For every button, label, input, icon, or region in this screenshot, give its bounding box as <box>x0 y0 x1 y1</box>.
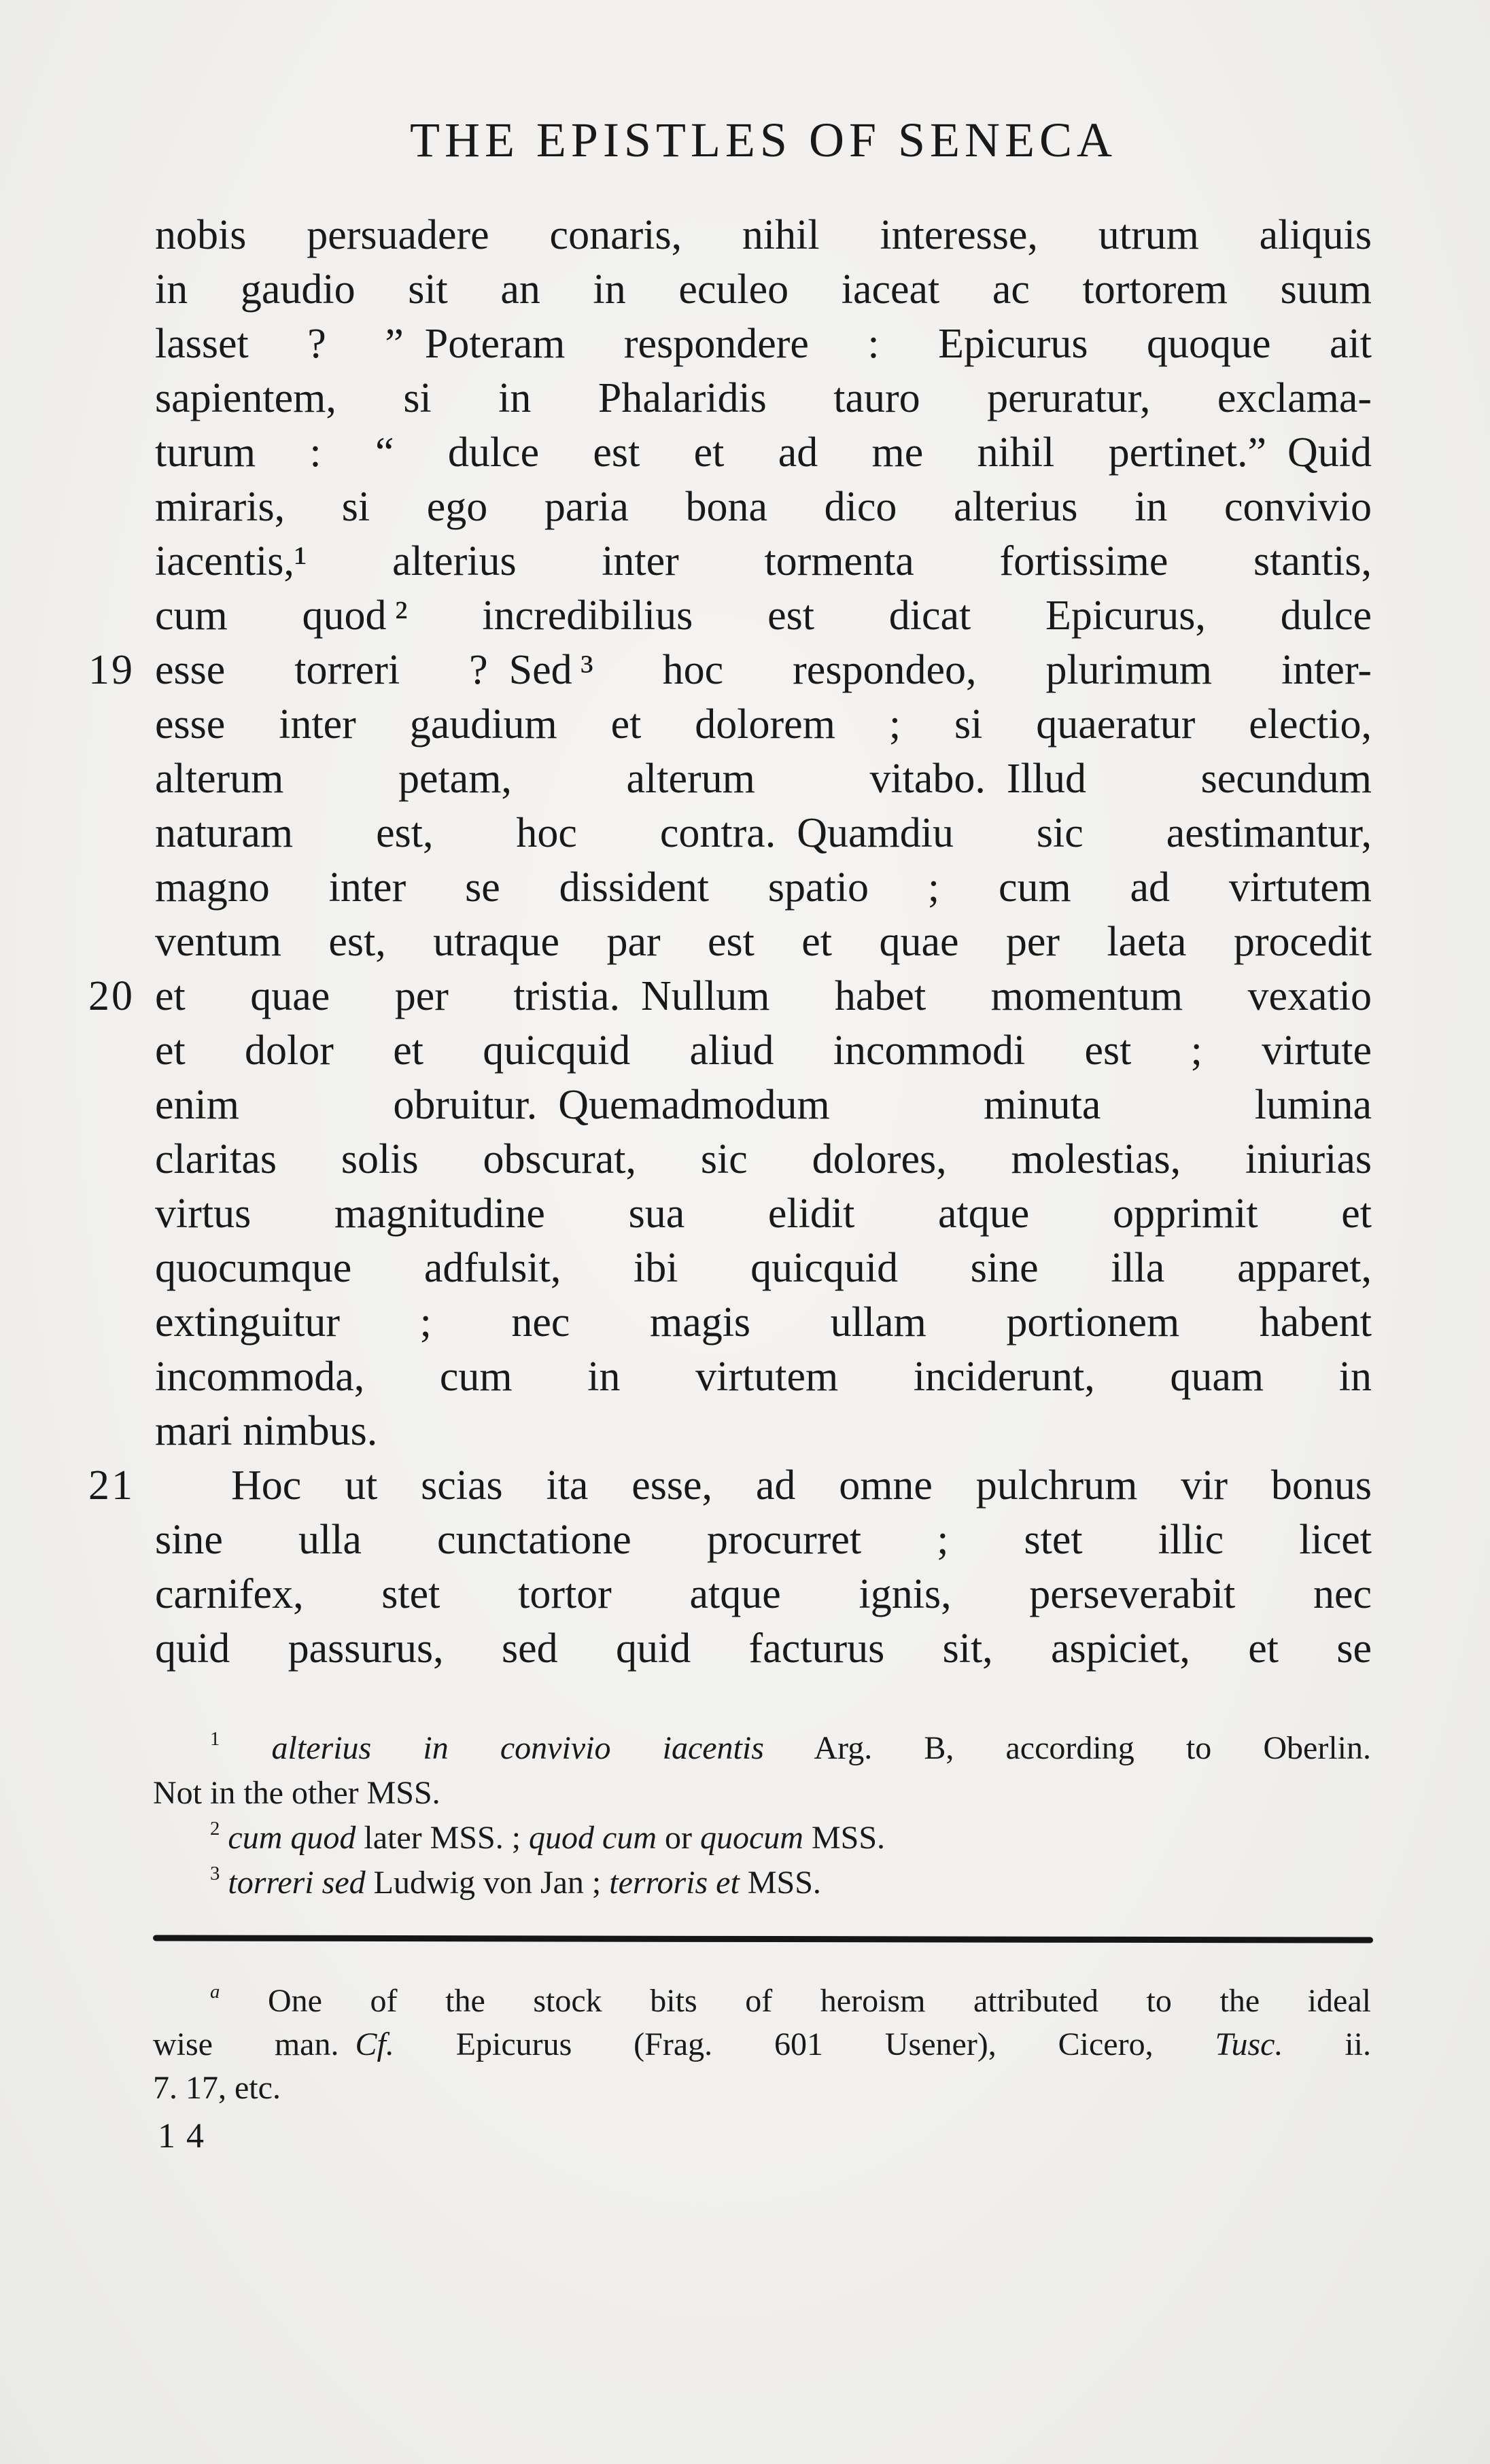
footnote-separator-rule <box>153 1935 1373 1943</box>
note-a-line-2 <box>153 2023 1371 2066</box>
footnote-3-lemma: torreri sed <box>220 1865 366 1901</box>
body-line-text: ventum est, utraque par est et quae per laeta procedit <box>155 919 1372 965</box>
explanatory-note <box>153 1979 1371 2110</box>
footnote-1 <box>153 1726 1371 1771</box>
body-line <box>155 915 1372 969</box>
body-line-text: quid passurus, sed quid facturus sit, aspiciet, et se <box>155 1625 1372 1672</box>
body-line-text: Hoc ut scias ita esse, ad omne pulchrum vir bonus <box>231 1462 1372 1509</box>
body-line-text: naturam est, hoc contra. Quamdiu sic aestimantur, <box>155 810 1372 856</box>
body-line-text: extinguitur ; nec magis ullam portionem habent <box>155 1299 1372 1345</box>
body-line <box>155 1621 1372 1676</box>
body-line <box>155 425 1372 480</box>
footnote-3-note: Ludwig von Jan ; <box>365 1865 610 1901</box>
body-line <box>155 1132 1372 1186</box>
body-line-text: mari nimbus. <box>155 1408 378 1454</box>
body-line-text: miraris, si ego paria bona dico alterius in convivio <box>155 484 1372 530</box>
footnote-2-note: later MSS. ; <box>356 1820 530 1856</box>
body-line-text: incommoda, cum in virtutem inciderunt, quam in <box>155 1354 1372 1400</box>
note-a-tusc: Tusc. <box>1215 2026 1283 2062</box>
footnote-1-note: Arg. B, according to Oberlin. <box>763 1730 1372 1766</box>
footnote-1-note2: Not in the other MSS. <box>153 1775 440 1811</box>
body-line <box>88 969 1372 1023</box>
critical-footnotes <box>153 1726 1371 1905</box>
footnote-2-lemma: cum quod <box>220 1820 356 1856</box>
body-line <box>155 1567 1372 1621</box>
section-number-21: 21 <box>88 1462 135 1509</box>
body-line-text: virtus magnitudine sua elidit atque opprimit et <box>155 1191 1372 1237</box>
body-line <box>155 588 1372 643</box>
body-line <box>155 480 1372 534</box>
body-line-text: enim obruitur. Quemadmodum minuta lumina <box>155 1082 1372 1128</box>
body-line-text: quocumque adfulsit, ibi quicquid sine illa apparet, <box>155 1245 1372 1291</box>
section-number-19: 19 <box>88 647 135 693</box>
note-a-text4: ii. <box>1283 2026 1371 2062</box>
body-line-text: magno inter se dissident spatio ; cum ad virtutem <box>155 864 1372 911</box>
section-number-20: 20 <box>88 973 135 1019</box>
body-line-text: claritas solis obscurat, sic dolores, molestias, iniurias <box>155 1136 1372 1182</box>
body-line-text: esse torreri ? Sed ³ hoc respondeo, plurimum inter- <box>155 647 1372 693</box>
body-line <box>155 1350 1372 1404</box>
note-a-line-1 <box>153 1979 1371 2023</box>
body-line-text: alterum petam, alterum vitabo. Illud secundum <box>155 756 1372 802</box>
note-a-text: One of the stock bits of heroism attributed to the ideal <box>220 1983 1371 2019</box>
body-line <box>155 1295 1372 1350</box>
footnote-2-variant2: quocum <box>700 1820 803 1856</box>
footnote-2-marker: 2 <box>210 1817 220 1840</box>
footnote-2-note2: or <box>657 1820 700 1856</box>
body-line-text: sine ulla cunctatione procurret ; stet illic licet <box>155 1517 1372 1563</box>
body-line <box>155 1023 1372 1078</box>
footnote-1-marker: 1 <box>210 1727 220 1750</box>
body-line-paragraph-start <box>88 1458 1372 1513</box>
body-line <box>155 806 1372 860</box>
body-line <box>155 697 1372 752</box>
body-line <box>155 208 1372 262</box>
note-a-text2: wise man. <box>153 2026 356 2062</box>
body-line <box>155 752 1372 806</box>
body-line-text: et quae per tristia. Nullum habet momentum vexatio <box>155 973 1372 1019</box>
body-line-text: in gaudio sit an in eculeo iaceat ac tortorem suum <box>155 266 1372 313</box>
note-a-text5: 7. 17, etc. <box>153 2070 281 2106</box>
body-line-text: nobis persuadere conaris, nihil interesse, utrum aliquis <box>155 212 1372 258</box>
note-a-text3: Epicurus (Frag. 601 Usener), Cicero, <box>394 2026 1215 2062</box>
body-line <box>155 860 1372 915</box>
body-line <box>88 643 1372 697</box>
body-line-paragraph-end <box>155 1404 1372 1458</box>
body-line <box>155 317 1372 371</box>
footnote-3-variant: terroris et <box>609 1865 740 1901</box>
footnote-2-variant: quod cum <box>529 1820 657 1856</box>
body-line-text: iacentis,¹ alterius inter tormenta fortissime stantis, <box>155 538 1372 584</box>
footnote-3 <box>153 1861 1371 1905</box>
body-line-text: carnifex, stet tortor atque ignis, perseverabit nec <box>155 1571 1372 1617</box>
body-line <box>155 1241 1372 1295</box>
body-line-text: cum quod ² incredibilius est dicat Epicurus, dulce <box>155 593 1372 639</box>
note-a-marker: a <box>210 1980 220 2003</box>
note-a-line-3 <box>153 2066 1371 2110</box>
body-line <box>155 1513 1372 1567</box>
body-line <box>155 371 1372 425</box>
body-text <box>88 208 1372 1676</box>
footnote-1-lemma: alterius in convivio iacentis <box>220 1730 764 1766</box>
body-line-text: lasset ? ” Poteram respondere : Epicurus quoque ait <box>155 321 1372 367</box>
body-line-text: esse inter gaudium et dolorem ; si quaeratur electio, <box>155 701 1372 747</box>
footnote-1-continuation <box>153 1771 1371 1816</box>
body-line-text: sapientem, si in Phalaridis tauro peruratur, exclama- <box>155 375 1372 421</box>
body-line-text: et dolor et quicquid aliud incommodi est ; virtute <box>155 1027 1372 1074</box>
page-number: 14 <box>158 2117 215 2155</box>
footnote-2 <box>153 1816 1371 1861</box>
body-line-text: turum : “ dulce est et ad me nihil pertinet.” Quid <box>155 429 1372 476</box>
footnote-3-note2: MSS. <box>739 1865 821 1901</box>
body-line <box>155 1078 1372 1132</box>
page-title: THE EPISTLES OF SENECA <box>409 113 1118 167</box>
footnote-3-marker: 3 <box>210 1862 220 1884</box>
footnote-2-note3: MSS. <box>803 1820 886 1856</box>
body-line <box>155 262 1372 317</box>
body-line <box>155 534 1372 588</box>
body-line <box>155 1186 1372 1241</box>
note-a-cf: Cf. <box>355 2026 394 2062</box>
